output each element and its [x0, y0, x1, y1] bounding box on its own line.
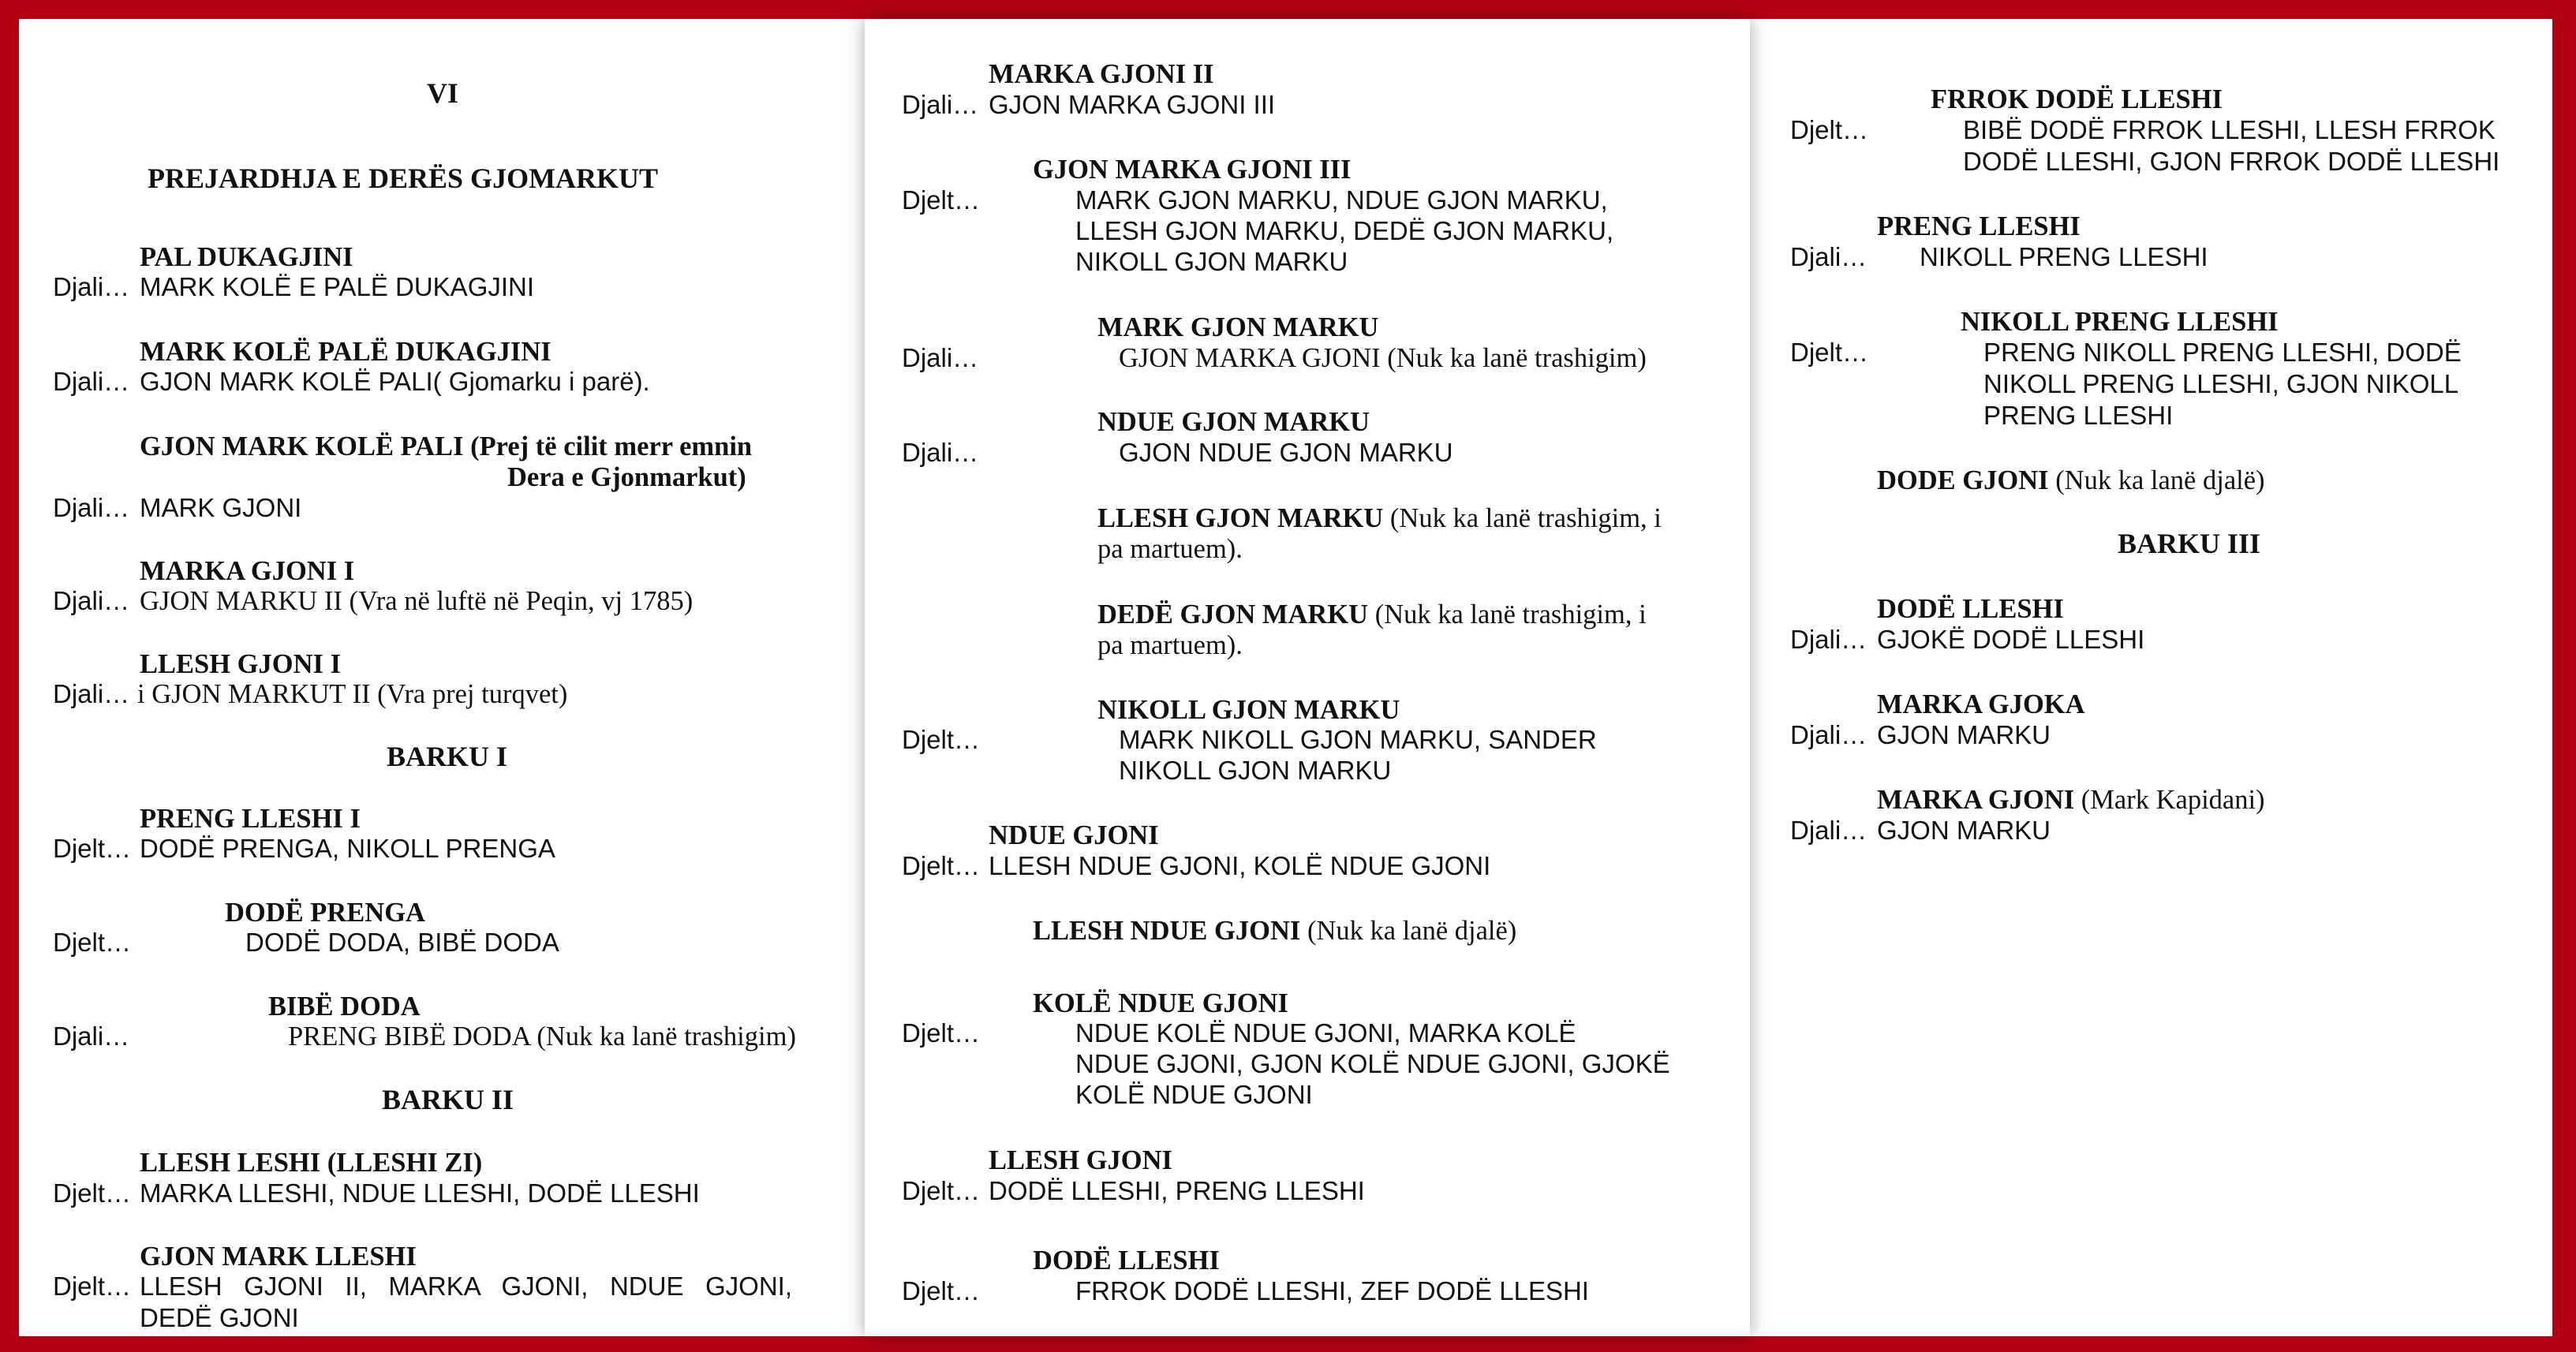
entry-name: DODË PRENGA	[225, 898, 425, 928]
entry-children: MARK GJONI	[140, 493, 302, 522]
entry-children: MARK NIKOLL GJON MARKU, SANDER	[1119, 725, 1597, 754]
entry-label: Djelt…	[1790, 115, 1869, 144]
entry-name: MARKA GJOKA	[1877, 689, 2085, 719]
page-column-1	[19, 19, 865, 1336]
entry-name: MARK GJON MARKU	[1097, 312, 1379, 342]
entry-label: Djali…	[53, 679, 130, 708]
chapter-number: VI	[427, 77, 459, 109]
entry-name: LLESH GJONI I	[140, 649, 341, 679]
entry-children: PRENG NIKOLL PRENG LLESHI, DODË	[1983, 338, 2462, 367]
entry-children: GJON MARKU II (Vra në luftë në Peqin, vj 1785)	[140, 586, 694, 616]
entry-name-with-note	[1097, 502, 1662, 534]
entry-label: Djali…	[53, 272, 130, 301]
entry-name-with-note	[1877, 784, 2265, 816]
entry-name: GJON MARKA GJONI III	[1033, 155, 1352, 185]
entry-label: Djelt…	[902, 1018, 981, 1048]
entry-children-continued: DEDË GJONI	[140, 1303, 299, 1332]
entry-name: LLESH LESHI (LLESHI ZI)	[140, 1148, 483, 1178]
entry-label: Djali…	[53, 493, 130, 522]
entry-label: Djali…	[902, 343, 979, 372]
entry-children-continued: NDUE GJONI, GJON KOLË NDUE GJONI, GJOKË	[1075, 1049, 1670, 1078]
entry-label: Djelt…	[53, 928, 132, 957]
entry-label: Djelt…	[1790, 338, 1869, 367]
entry-name: PAL DUKAGJINI	[140, 242, 353, 272]
entry-children: GJOKË DODË LLESHI	[1877, 625, 2145, 654]
entry-children-continued: DODË LLESHI, GJON FRROK DODË LLESHI	[1963, 147, 2500, 176]
entry-name: LLESH GJON MARKU	[1097, 503, 1384, 533]
entry-label: Djali…	[1790, 242, 1868, 271]
entry-children: DODË PRENGA, NIKOLL PRENGA	[140, 834, 555, 863]
entry-name: DODË LLESHI	[1877, 594, 2064, 624]
entry-children: GJON NDUE GJON MARKU	[1119, 438, 1453, 467]
entry-label: Djelt…	[902, 1276, 981, 1305]
entry-children-continued: KOLË NDUE GJONI	[1075, 1080, 1313, 1109]
entry-children: MARK KOLË E PALË DUKAGJINI	[140, 272, 535, 301]
entry-name: DODE GJONI	[1877, 465, 2049, 495]
entry-name-with-note	[1877, 465, 2265, 496]
entry-children: PRENG BIBË DODA (Nuk ka lanë trashigim)	[288, 1021, 796, 1051]
entry-label: Djelt…	[53, 1178, 132, 1208]
entry-children: GJON MARKA GJONI (Nuk ka lanë trashigim)	[1119, 343, 1647, 373]
entry-label: Djali…	[1790, 625, 1868, 654]
entry-children: LLESH GJONI II, MARKA GJONI, NDUE GJONI,	[140, 1272, 792, 1301]
page-column-2	[865, 19, 1750, 1336]
entry-children: NIKOLL PRENG LLESHI	[1920, 242, 2208, 271]
entry-name: DEDË GJON MARKU	[1097, 599, 1369, 629]
entry-label: Djali…	[1790, 720, 1868, 749]
entry-children: LLESH NDUE GJONI, KOLË NDUE GJONI	[989, 851, 1491, 880]
entry-label: Djali…	[53, 367, 130, 396]
entry-children: GJON MARKU	[1877, 816, 2051, 845]
entry-children: i GJON MARKUT II (Vra prej turqvet)	[137, 679, 568, 709]
entry-children: MARK GJON MARKU, NDUE GJON MARKU,	[1075, 185, 1608, 215]
entry-name: MARKA GJONI	[1877, 785, 2075, 815]
entry-name: NIKOLL GJON MARKU	[1097, 695, 1400, 725]
entry-name: GJON MARK KOLË PALI (Prej të cilit merr emnin	[140, 431, 753, 461]
entry-name: LLESH GJONI	[989, 1145, 1172, 1175]
entry-note: (Nuk ka lanë djalë)	[2048, 465, 2265, 495]
entry-name: NIKOLL PRENG LLESHI	[1961, 307, 2279, 337]
entry-name: MARKA GJONI II	[989, 59, 1214, 89]
page-column-3	[1750, 19, 2552, 1336]
entry-note: (Nuk ka lanë djalë)	[1300, 916, 1517, 946]
entry-children: GJON MARKA GJONI III	[989, 90, 1276, 119]
entry-label: Djali…	[902, 438, 979, 467]
section-heading: BARKU III	[2118, 528, 2261, 559]
entry-children-continued: NIKOLL GJON MARKU	[1119, 756, 1392, 785]
entry-name: DODË LLESHI	[1033, 1246, 1220, 1275]
entry-children: DODË DODA, BIBË DODA	[245, 928, 559, 957]
entry-label: Djelt…	[902, 185, 981, 215]
entry-children: BIBË DODË FRROK LLESHI, LLESH FRROK	[1963, 115, 2496, 144]
entry-label: Djelt…	[53, 1272, 132, 1301]
entry-children: DODË LLESHI, PRENG LLESHI	[989, 1176, 1365, 1205]
entry-name: FRROK DODË LLESHI	[1931, 84, 2223, 114]
entry-children: MARKA LLESHI, NDUE LLESHI, DODË LLESHI	[140, 1178, 700, 1208]
chapter-title: PREJARDHJA E DERËS GJOMARKUT	[148, 162, 659, 194]
entry-name-with-note	[1033, 915, 1516, 947]
entry-name-with-note	[1097, 599, 1647, 630]
entry-children: GJON MARK KOLË PALI( Gjomarku i parë).	[140, 367, 650, 396]
entry-label: Djali…	[53, 1021, 130, 1051]
entry-name: LLESH NDUE GJONI	[1033, 916, 1301, 946]
entry-note: (Nuk ka lanë trashigim, i	[1383, 503, 1662, 533]
entry-label: Djelt…	[53, 834, 132, 863]
entry-children: NDUE KOLË NDUE GJONI, MARKA KOLË	[1075, 1018, 1576, 1048]
entry-children-continued: LLESH GJON MARKU, DEDË GJON MARKU,	[1075, 216, 1614, 245]
entry-label: Djali…	[1790, 816, 1868, 845]
entry-children: FRROK DODË LLESHI, ZEF DODË LLESHI	[1075, 1276, 1589, 1305]
entry-children-continued: NIKOLL GJON MARKU	[1075, 247, 1348, 276]
entry-name: GJON MARK LLESHI	[140, 1242, 417, 1272]
section-heading: BARKU I	[387, 741, 508, 772]
entry-children-continued: PRENG LLESHI	[1983, 401, 2174, 430]
entry-note: (Nuk ka lanë trashigim, i	[1368, 599, 1647, 629]
entry-name: MARKA GJONI I	[140, 556, 355, 586]
entry-label: Djelt…	[902, 851, 981, 880]
entry-note: (Mark Kapidani)	[2074, 785, 2265, 815]
entry-label: Djelt…	[902, 1176, 981, 1205]
entry-label: Djali…	[902, 90, 979, 119]
entry-name-continued: Dera e Gjonmarkut)	[507, 462, 746, 492]
entry-note-continued: pa martuem).	[1097, 534, 1243, 564]
entry-name: NDUE GJON MARKU	[1097, 407, 1370, 437]
entry-name: KOLË NDUE GJONI	[1033, 988, 1288, 1018]
entry-name: BIBË DODA	[268, 992, 421, 1021]
entry-name: PRENG LLESHI	[1877, 211, 2081, 241]
entry-name: NDUE GJONI	[989, 820, 1159, 850]
entry-children: GJON MARKU	[1877, 720, 2051, 749]
entry-name: PRENG LLESHI I	[140, 804, 361, 834]
entry-label: Djali…	[53, 586, 130, 615]
entry-name: MARK KOLË PALË DUKAGJINI	[140, 337, 551, 367]
entry-note-continued: pa martuem).	[1097, 630, 1243, 660]
entry-label: Djelt…	[902, 725, 981, 754]
section-heading: BARKU II	[382, 1084, 514, 1115]
entry-children-continued: NIKOLL PRENG LLESHI, GJON NIKOLL	[1983, 369, 2459, 398]
